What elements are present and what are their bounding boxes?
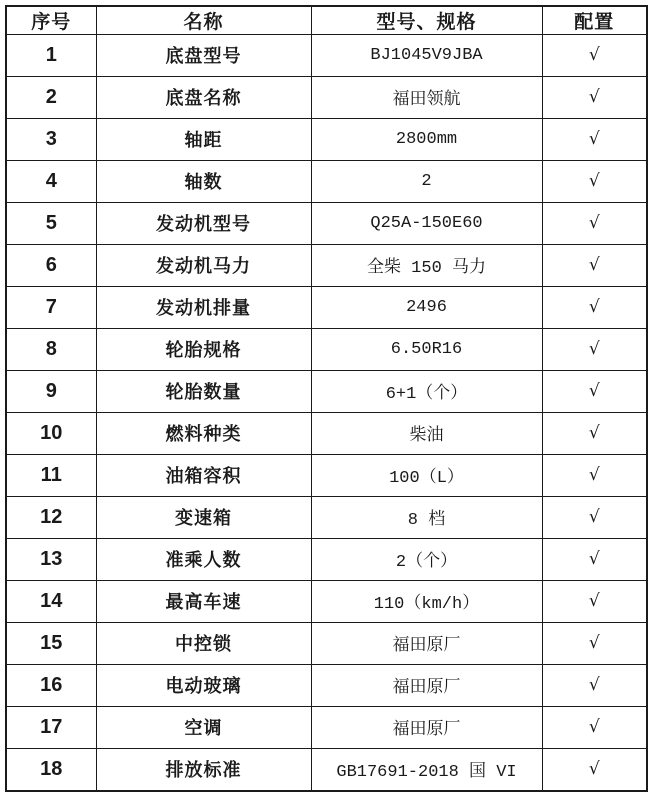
checkmark-cell: √ [542,328,647,370]
checkmark-cell: √ [542,496,647,538]
table-row [6,35,647,77]
table-row [6,412,647,454]
checkmark-cell: √ [542,286,647,328]
table-row [6,328,647,370]
item-name-cell: 油箱容积 [96,454,311,496]
item-name-cell: 空调 [96,706,311,748]
item-name-cell: 排放标准 [96,748,311,791]
model-spec-cell: 6.50R16 [311,328,542,370]
item-name-cell: 底盘型号 [96,35,311,77]
vehicle-spec-table [5,5,648,792]
checkmark-cell: √ [542,454,647,496]
model-spec-cell: 福田原厂 [311,706,542,748]
checkmark-cell: √ [542,664,647,706]
checkmark-cell: √ [542,706,647,748]
row-number-cell: 15 [6,622,96,664]
row-number-cell: 14 [6,580,96,622]
item-name-cell: 电动玻璃 [96,664,311,706]
row-number-cell: 1 [6,35,96,77]
header-configuration: 配置 [542,6,647,35]
checkmark-cell: √ [542,160,647,202]
model-spec-cell: BJ1045V9JBA [311,35,542,77]
row-number-cell: 13 [6,538,96,580]
row-number-cell: 9 [6,370,96,412]
checkmark-cell: √ [542,580,647,622]
checkmark-cell: √ [542,118,647,160]
model-spec-cell: 福田原厂 [311,622,542,664]
model-spec-cell: 2 [311,160,542,202]
table-header-row [6,6,647,35]
model-spec-cell: 福田领航 [311,76,542,118]
header-model-spec: 型号、规格 [311,6,542,35]
model-spec-cell: 100（L） [311,454,542,496]
table-row [6,118,647,160]
item-name-cell: 底盘名称 [96,76,311,118]
table-row [6,706,647,748]
table-row [6,286,647,328]
checkmark-cell: √ [542,35,647,77]
item-name-cell: 变速箱 [96,496,311,538]
row-number-cell: 2 [6,76,96,118]
item-name-cell: 轮胎规格 [96,328,311,370]
checkmark-cell: √ [542,622,647,664]
row-number-cell: 7 [6,286,96,328]
table-row [6,580,647,622]
table-row [6,454,647,496]
header-name: 名称 [96,6,311,35]
table-row [6,244,647,286]
item-name-cell: 准乘人数 [96,538,311,580]
row-number-cell: 16 [6,664,96,706]
checkmark-cell: √ [542,748,647,791]
item-name-cell: 轮胎数量 [96,370,311,412]
row-number-cell: 4 [6,160,96,202]
checkmark-cell: √ [542,244,647,286]
row-number-cell: 18 [6,748,96,791]
table-row [6,748,647,791]
table-row [6,496,647,538]
model-spec-cell: Q25A-150E60 [311,202,542,244]
table-row [6,160,647,202]
item-name-cell: 发动机型号 [96,202,311,244]
model-spec-cell: 福田原厂 [311,664,542,706]
table-row [6,538,647,580]
model-spec-cell: 8 档 [311,496,542,538]
table-row [6,622,647,664]
row-number-cell: 12 [6,496,96,538]
item-name-cell: 发动机马力 [96,244,311,286]
model-spec-cell: 2800mm [311,118,542,160]
row-number-cell: 10 [6,412,96,454]
checkmark-cell: √ [542,76,647,118]
item-name-cell: 轴数 [96,160,311,202]
item-name-cell: 燃料种类 [96,412,311,454]
model-spec-cell: 全柴 150 马力 [311,244,542,286]
row-number-cell: 5 [6,202,96,244]
table-row [6,76,647,118]
row-number-cell: 6 [6,244,96,286]
item-name-cell: 发动机排量 [96,286,311,328]
table-body [6,35,647,792]
checkmark-cell: √ [542,202,647,244]
row-number-cell: 8 [6,328,96,370]
model-spec-cell: 2496 [311,286,542,328]
model-spec-cell: 6+1（个） [311,370,542,412]
table-row [6,370,647,412]
item-name-cell: 中控锁 [96,622,311,664]
row-number-cell: 11 [6,454,96,496]
row-number-cell: 17 [6,706,96,748]
header-serial-number: 序号 [6,6,96,35]
item-name-cell: 轴距 [96,118,311,160]
model-spec-cell: GB17691-2018 国 VI [311,748,542,791]
item-name-cell: 最高车速 [96,580,311,622]
row-number-cell: 3 [6,118,96,160]
model-spec-cell: 2（个） [311,538,542,580]
checkmark-cell: √ [542,370,647,412]
table-row [6,664,647,706]
model-spec-cell: 110（km/h） [311,580,542,622]
table-row [6,202,647,244]
checkmark-cell: √ [542,412,647,454]
model-spec-cell: 柴油 [311,412,542,454]
checkmark-cell: √ [542,538,647,580]
